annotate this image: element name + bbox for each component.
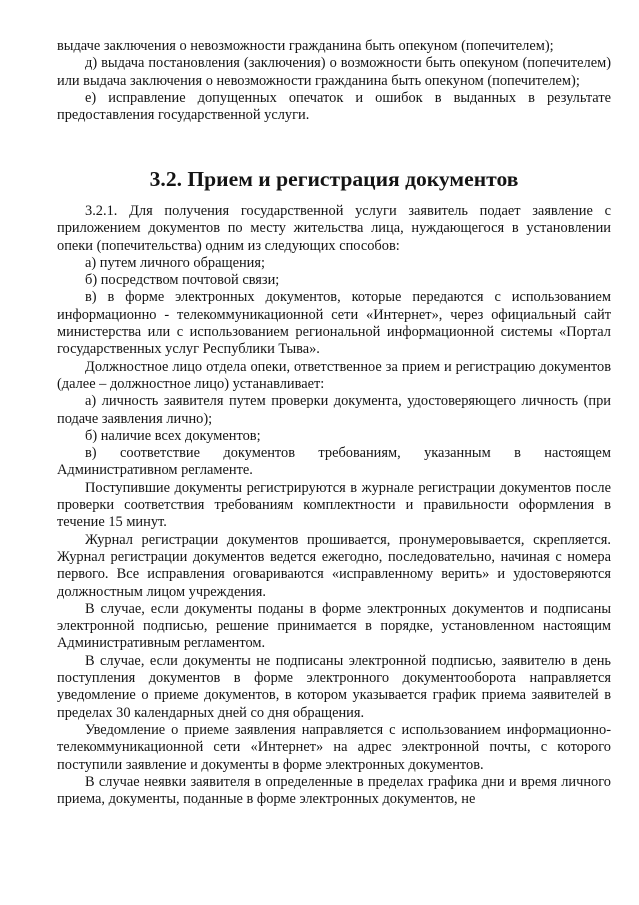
paragraph: 3.2.1. Для получения государственной услуги заявитель подает заявление с приложением документов по месту жительства лица, нуждающегося в установлении опеки (попечительства) одним из следующих способов: [57,203,611,254]
paragraph: Уведомление о приеме заявления направляется с использованием информационно-телекоммуникационной сети «Интернет» на адрес электронной почты, с которого поступили заявление и документы в форме электронных документов. [57,721,611,773]
paragraph: В случае, если документы не подписаны электронной подписью, заявителю в день поступления документов в форме электронного документооборота направляется уведомление о приеме документов, в котором указывается график приема заявителей в пределах 30 календарных дней со дня обращения. [57,652,611,721]
paragraph: Журнал регистрации документов прошивается, пронумеровывается, скрепляется. Журнал регистрации документов ведется ежегодно, последовательно, начиная с номера первого. Все исправления оговариваются «исправленному верить» и удостоверяются должностным лицом учреждения. [57,531,611,600]
paragraph: Поступившие документы регистрируются в журнале регистрации документов после проверки соответствия требованиям комплектности и правильности оформления в течение 15 минут. [57,479,611,531]
paragraph: Должностное лицо отдела опеки, ответственное за прием и регистрацию документов (далее – должностное лицо) устанавливает: [57,358,611,392]
paragraph: д) выдача постановления (заключения) о возможности быть опекуном (попечителем) или выдача заключения о невозможности гражданина быть опекуном (попечителем); [57,55,611,89]
paragraph: е) исправление допущенных опечаток и ошибок в выданных в результате предоставления государственной услуги. [57,89,611,124]
paragraph: а) личность заявителя путем проверки документа, удостоверяющего личность (при подаче заявления лично); [57,393,611,427]
paragraph: б) посредством почтовой связи; [85,272,280,289]
section-heading: 3.2. Прием и регистрация документов [149,167,519,191]
paragraph: В случае неявки заявителя в определенные в пределах графика дни и время личного приема, документы, поданные в форме электронных документов, не [57,773,611,808]
paragraph: выдаче заключения о невозможности гражданина быть опекуном (попечителем); [57,38,554,54]
paragraph: а) путем личного обращения; [85,254,265,271]
paragraph: б) наличие всех документов; [85,427,261,444]
paragraph: В случае, если документы поданы в форме электронных документов и подписаны электронной подписью, решение принимается в порядке, установленном настоящим Административным регламентом. [57,600,611,652]
paragraph: в) соответствие документов требованиям, указанным в настоящем Административном регламенте. [57,445,611,479]
section-text-block [57,203,611,808]
intro-text-block [57,38,611,124]
paragraph: в) в форме электронных документов, которые передаются с использованием информационно - телекоммуникационной сети «Интернет», через официальный сайт министерства или с использованием региональной информационной системы «Портал государственных услуг Республики Тыва». [57,289,611,358]
